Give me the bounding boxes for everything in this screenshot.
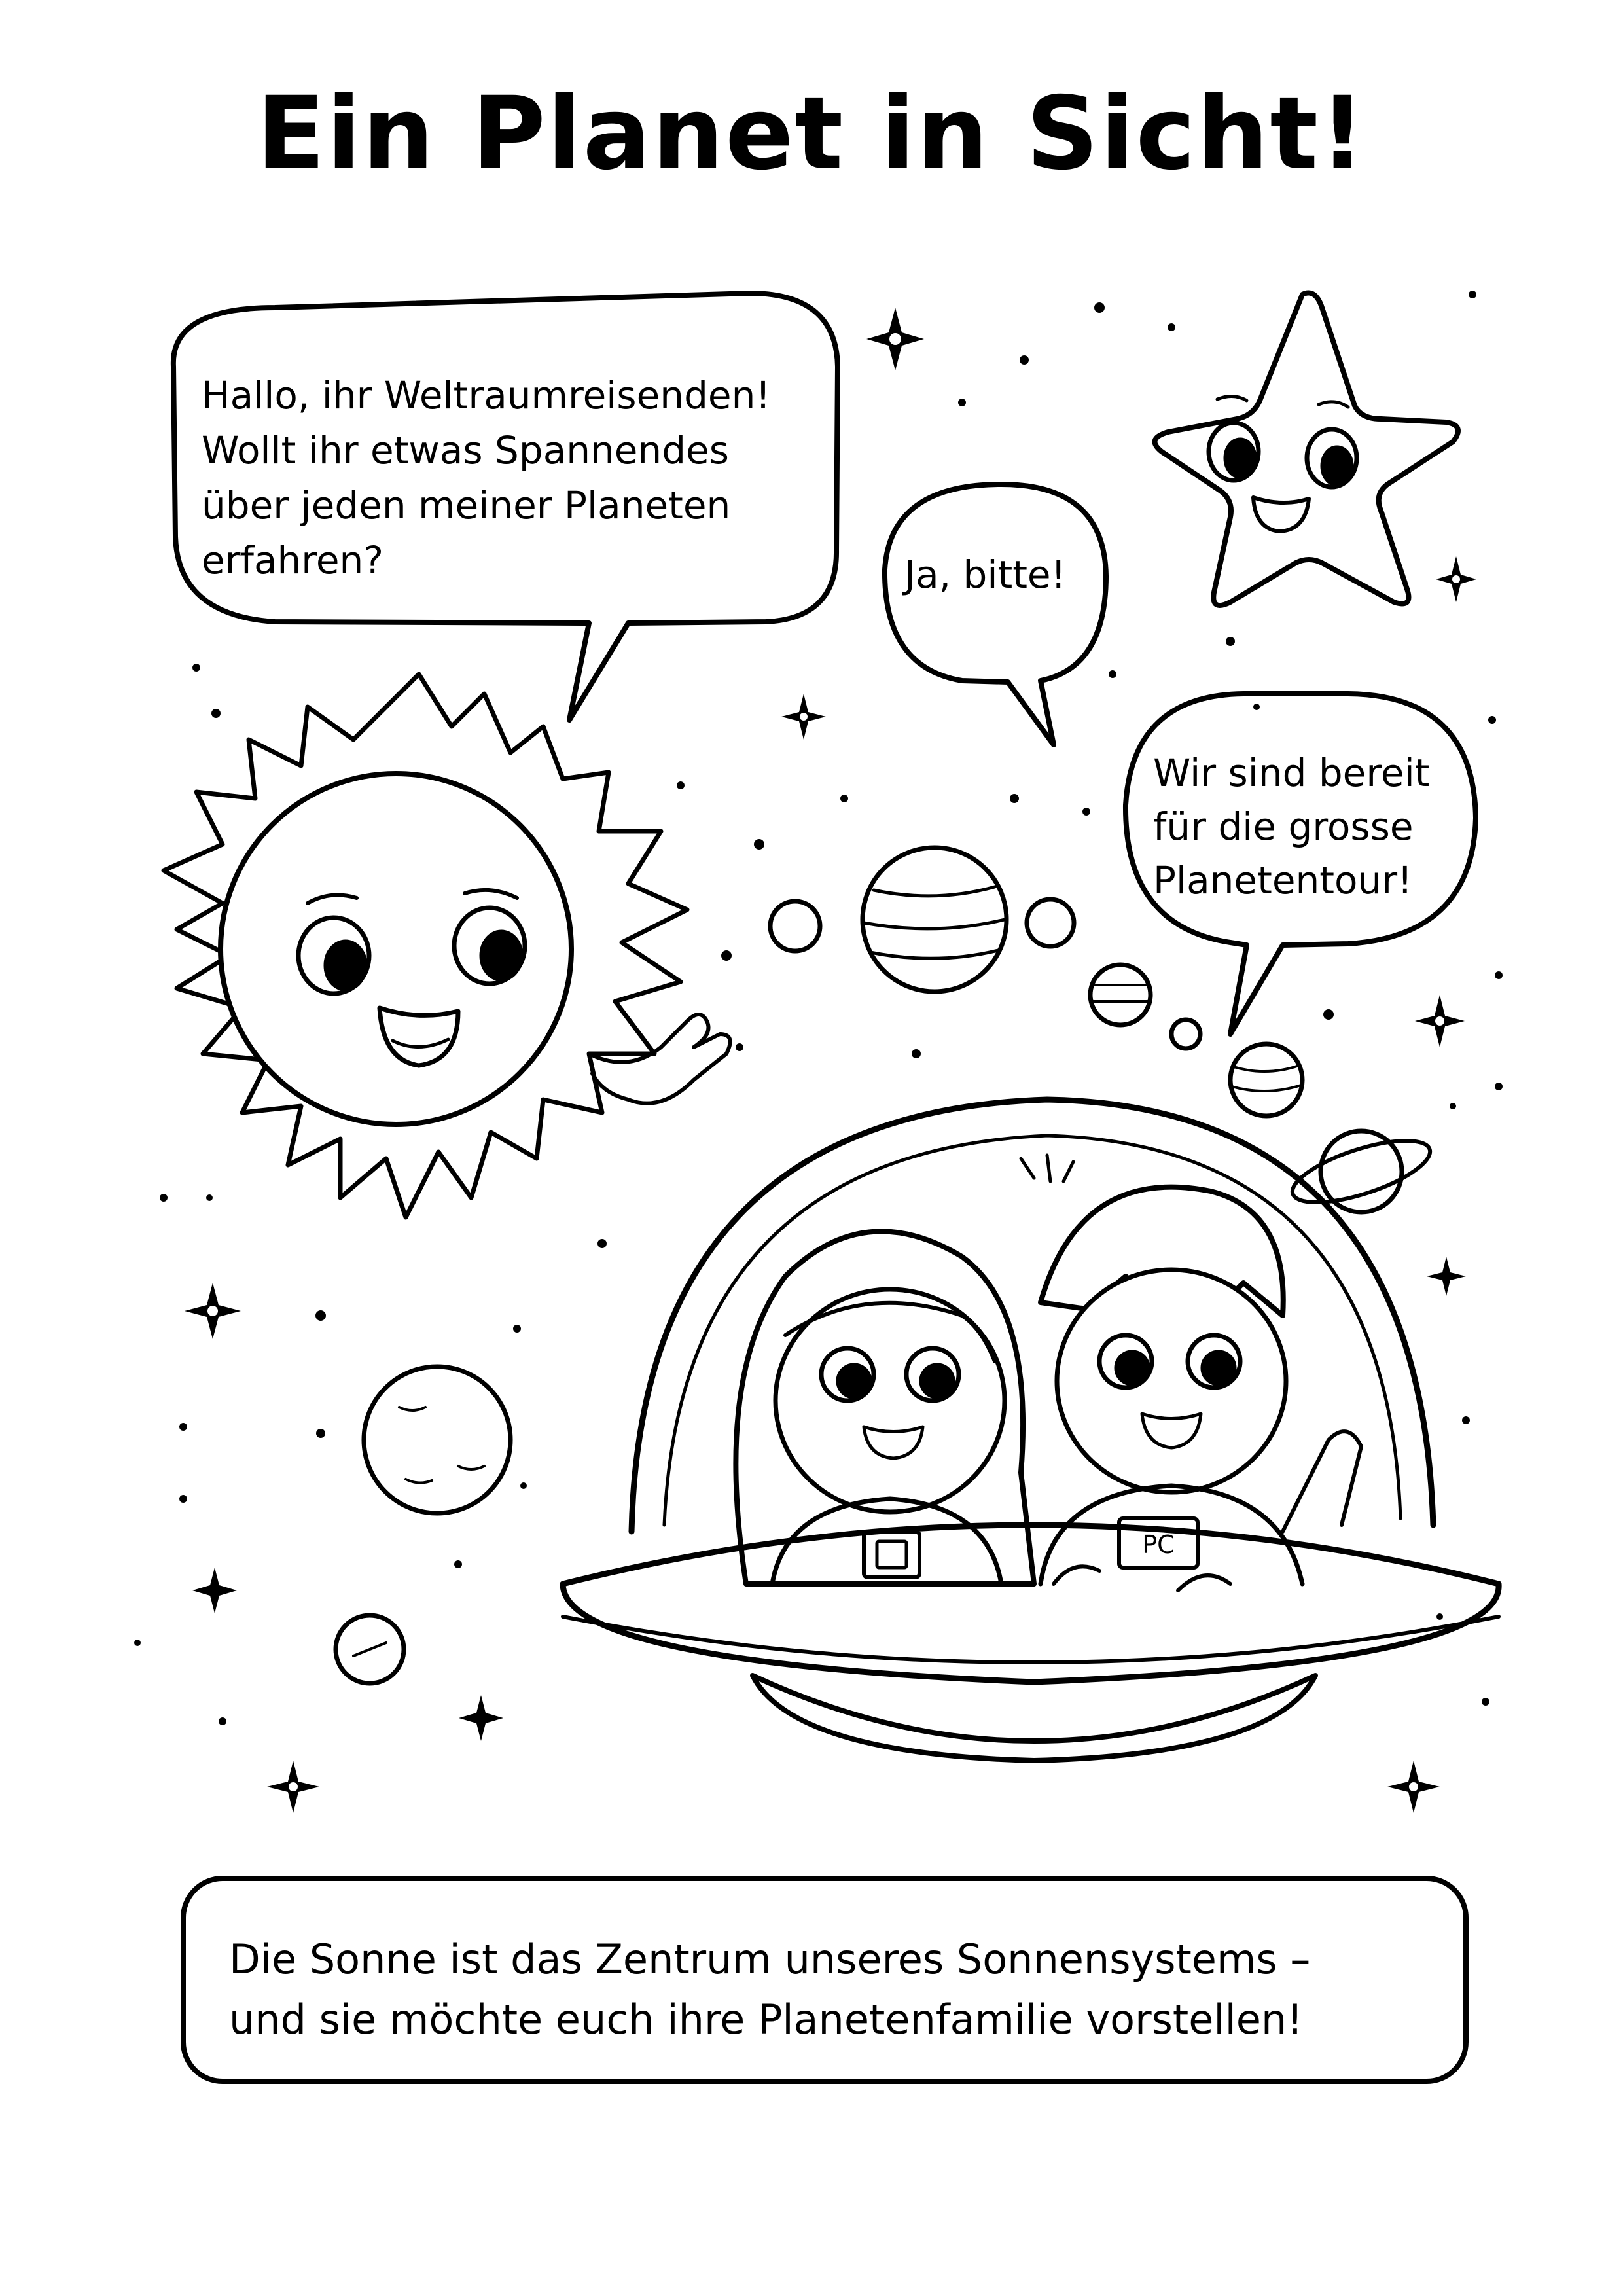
star-speech-text: Wir sind bereit für die grosse Planetentour! (1153, 751, 1430, 903)
sun-hand (589, 1014, 730, 1103)
spaceship (563, 1100, 1499, 1761)
star-mouth (1253, 497, 1309, 531)
kids-speech-bubble (885, 484, 1106, 745)
caption-text: Die Sonne ist das Zentrum unseres Sonnensystems – und sie möchte euch ihre Planetenfamilie vorstellen! (229, 1935, 1311, 2043)
boy-face (1057, 1270, 1286, 1492)
spaceship-base (753, 1676, 1315, 1761)
planet-cratered (364, 1367, 510, 1513)
sun-speech-text: Hallo, ihr Weltraumreisenden! Wollt ihr etwas Spannendes über jeden meiner Planeten erfahren? (202, 373, 771, 583)
planet-banded-large (863, 848, 1007, 992)
planet-small-left (770, 901, 820, 951)
star-character (1155, 293, 1458, 606)
sun (164, 674, 730, 1217)
planet-tiny (1171, 1020, 1200, 1049)
planet-banded-small (1090, 965, 1150, 1025)
planet-small-right (1027, 899, 1074, 946)
kids-speech-text: Ja, bitte! (904, 552, 1066, 597)
planet-striped (1230, 1044, 1302, 1116)
page-title: Ein Planet in Sicht! (256, 75, 1367, 192)
boy-badge-text: PC (1142, 1530, 1175, 1559)
